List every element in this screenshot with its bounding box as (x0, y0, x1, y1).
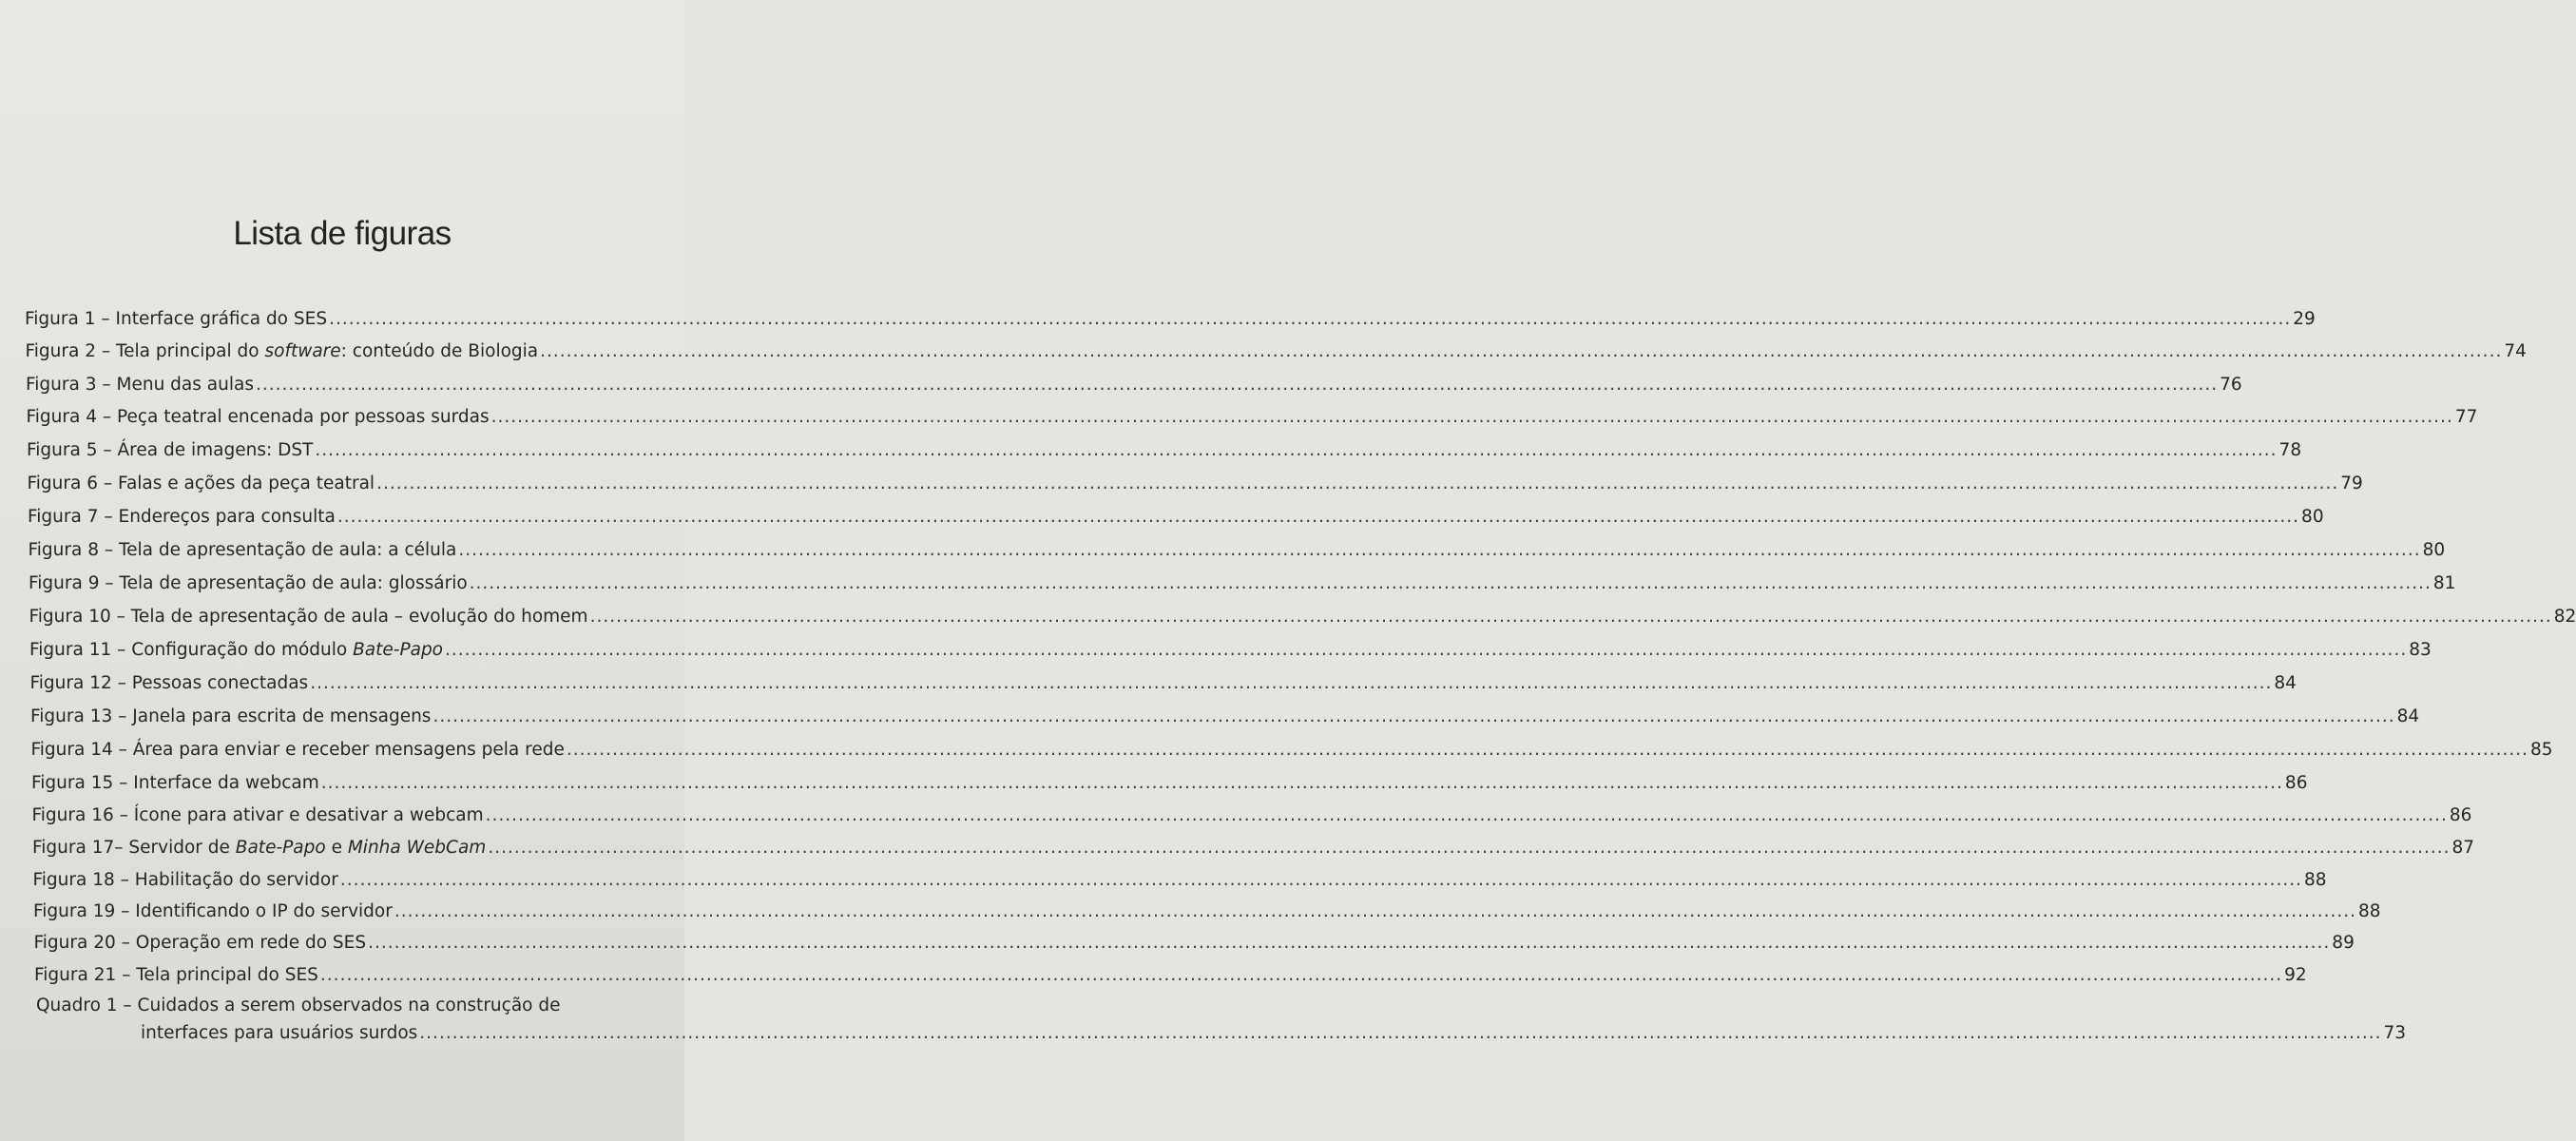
label-text: Figura 14 – Área para enviar e receber mensagens pela rede (30, 740, 565, 760)
figure-entry-label (29, 572, 468, 595)
label-text: Figura 12 – Pessoas conectadas (29, 673, 309, 693)
page-number: 87 (2451, 838, 2475, 858)
label-text: Figura 17– Servidor de (32, 838, 236, 858)
page-number: 92 (2284, 965, 2307, 985)
figure-entry-label (33, 900, 393, 923)
label-text: Figura 6 – Falas e ações da peça teatral (27, 474, 375, 493)
figure-entry-label (30, 672, 309, 695)
page-number: 83 (2409, 640, 2432, 660)
page-number: 84 (2396, 706, 2420, 726)
dot-leader: ............................................................................................................................................................................................................................................................................................................ (394, 901, 2357, 921)
label-text: Figura 11 – Configuração do módulo (29, 640, 354, 660)
label-text: : conteúdo de Biologia (340, 341, 539, 361)
label-text: Figura 8 – Tela de apresentação de aula: a célula (28, 540, 457, 560)
figure-entry (30, 706, 2420, 728)
page-number: 84 (2274, 673, 2297, 693)
figure-entry-label (34, 932, 367, 955)
dot-leader: ............................................................................................................................................................................................................................................................................................................ (320, 773, 2283, 793)
dot-leader: ............................................................................................................................................................................................................................................................................................................ (336, 507, 2300, 527)
figure-entry (30, 739, 2553, 762)
figure-entry (29, 572, 2456, 595)
figure-entry (34, 964, 2307, 987)
dot-leader: ............................................................................................................................................................................................................................................................................................................ (540, 341, 2503, 361)
dot-leader: ............................................................................................................................................................................................................................................................................................................ (488, 838, 2451, 858)
page-number: 85 (2530, 740, 2553, 760)
figure-entry (33, 932, 2355, 955)
figure-entry-label (26, 374, 254, 396)
label-italic: software (264, 341, 341, 361)
figure-entry-label (34, 964, 318, 987)
label-italic: Minha WebCam (347, 838, 487, 858)
label-italic: Bate-Papo (353, 640, 444, 660)
figure-entry-label (26, 340, 539, 363)
dot-leader: ............................................................................................................................................................................................................................................................................................................ (419, 1023, 2382, 1043)
figure-entry (29, 639, 2432, 662)
figure-entry (27, 439, 2302, 462)
figure-entry-label (30, 706, 431, 728)
dot-leader: ............................................................................................................................................................................................................................................................................................................ (315, 440, 2278, 460)
page-number: 80 (2301, 507, 2324, 527)
figure-entry (25, 308, 2316, 331)
figure-entry-label (25, 308, 327, 331)
figure-entry (31, 804, 2472, 827)
figure-entry-label (29, 539, 457, 562)
figure-entry-label (32, 837, 486, 860)
page-number: 88 (2358, 901, 2381, 921)
dot-leader: ............................................................................................................................................................................................................................................................................................................ (469, 573, 2432, 593)
label-text: Figura 1 – Interface gráfica do SES (25, 309, 328, 329)
page-number: 86 (2449, 805, 2472, 825)
label-text: Figura 4 – Peça teatral encenada por pessoas surdas (26, 407, 490, 427)
label-text: Figura 19 – Identificando o IP do servidor (33, 901, 393, 921)
page-number: 88 (2304, 870, 2327, 890)
dot-leader: ............................................................................................................................................................................................................................................................................................................ (433, 706, 2395, 726)
dot-leader: ............................................................................................................................................................................................................................................................................................................ (339, 870, 2302, 890)
label-text: Figura 7 – Endereços para consulta (28, 507, 336, 527)
figure-entry-label (28, 506, 336, 529)
label-text: Figura 3 – Menu das aulas (26, 375, 254, 395)
page-number: 79 (2340, 474, 2363, 493)
page-number: 74 (2504, 341, 2527, 361)
page-number: 80 (2422, 540, 2446, 560)
figure-entry-label (29, 639, 443, 662)
figure-entry (26, 374, 2242, 396)
dot-leader: ............................................................................................................................................................................................................................................................................................................ (490, 407, 2453, 427)
figure-entry-label (27, 406, 490, 429)
quadro-entry-label-cont: interfaces para usuários surdos (141, 1023, 418, 1043)
label-text: Figura 18 – Habilitação do servidor (32, 870, 338, 890)
label-text: Figura 20 – Operação em rede do SES (33, 933, 367, 953)
figure-entry-label (27, 439, 313, 462)
page-number: 89 (2332, 933, 2355, 953)
figure-entry (31, 772, 2308, 795)
figure-entry (32, 869, 2327, 892)
figure-entry (28, 539, 2446, 562)
figure-entry (26, 406, 2478, 429)
figure-entry-label (31, 772, 319, 795)
label-text: Figura 2 – Tela principal do (25, 341, 265, 361)
figure-entry (32, 837, 2475, 860)
figure-entry-label (31, 739, 565, 762)
page-number: 76 (2220, 375, 2242, 395)
label-text: Figura 21 – Tela principal do SES (34, 965, 318, 985)
figure-entry (29, 606, 2576, 629)
figure-entry-label (29, 606, 588, 629)
label-text: Figura 13 – Janela para escrita de mensagens (30, 706, 432, 726)
dot-leader: ............................................................................................................................................................................................................................................................................................................ (376, 474, 2339, 493)
dot-leader: ............................................................................................................................................................................................................................................................................................................ (310, 673, 2273, 693)
figure-entry (25, 340, 2527, 363)
page-number: 86 (2284, 773, 2308, 793)
page-number: 82 (2553, 607, 2576, 627)
dot-leader: ............................................................................................................................................................................................................................................................................................................ (445, 640, 2408, 660)
quadro-entry (141, 1022, 2407, 1045)
dot-leader: ............................................................................................................................................................................................................................................................................................................ (255, 375, 2219, 395)
dot-leader: ............................................................................................................................................................................................................................................................................................................ (319, 965, 2283, 985)
dot-leader: ............................................................................................................................................................................................................................................................................................................ (566, 740, 2529, 760)
label-text: e (325, 838, 348, 858)
page-number: 81 (2432, 573, 2456, 593)
dot-leader: ............................................................................................................................................................................................................................................................................................................ (458, 540, 2421, 560)
label-text: Figura 16 – Ícone para ativar e desativar a webcam (31, 805, 484, 825)
dot-leader: ............................................................................................................................................................................................................................................................................................................ (485, 805, 2448, 825)
dot-leader: ............................................................................................................................................................................................................................................................................................................ (368, 933, 2331, 953)
quadro-entry-label: Quadro 1 – Cuidados a serem observados na construção de (36, 996, 561, 1015)
label-italic: Bate-Papo (235, 838, 326, 858)
label-text: Figura 5 – Área de imagens: DST (27, 440, 314, 460)
figure-entry (33, 900, 2381, 923)
page-number: 73 (2383, 1023, 2407, 1043)
dot-leader: ............................................................................................................................................................................................................................................................................................................ (589, 607, 2552, 627)
figure-entry (29, 672, 2297, 695)
figure-entry (28, 506, 2324, 529)
page-title: Lista de figuras (233, 215, 452, 252)
label-text: Figura 9 – Tela de apresentação de aula: glossário (29, 573, 468, 593)
figure-entry (27, 473, 2363, 495)
page-number: 77 (2454, 407, 2478, 427)
label-text: Figura 15 – Interface da webcam (31, 773, 319, 793)
label-text: Figura 10 – Tela de apresentação de aula – evolução do homem (29, 607, 588, 627)
dot-leader: ............................................................................................................................................................................................................................................................................................................ (329, 309, 2292, 329)
page-number: 78 (2278, 440, 2302, 460)
figure-entry-label (33, 869, 338, 892)
figure-entry-label (32, 804, 484, 827)
figure-entry-label (28, 473, 375, 495)
page-number: 29 (2293, 309, 2316, 329)
